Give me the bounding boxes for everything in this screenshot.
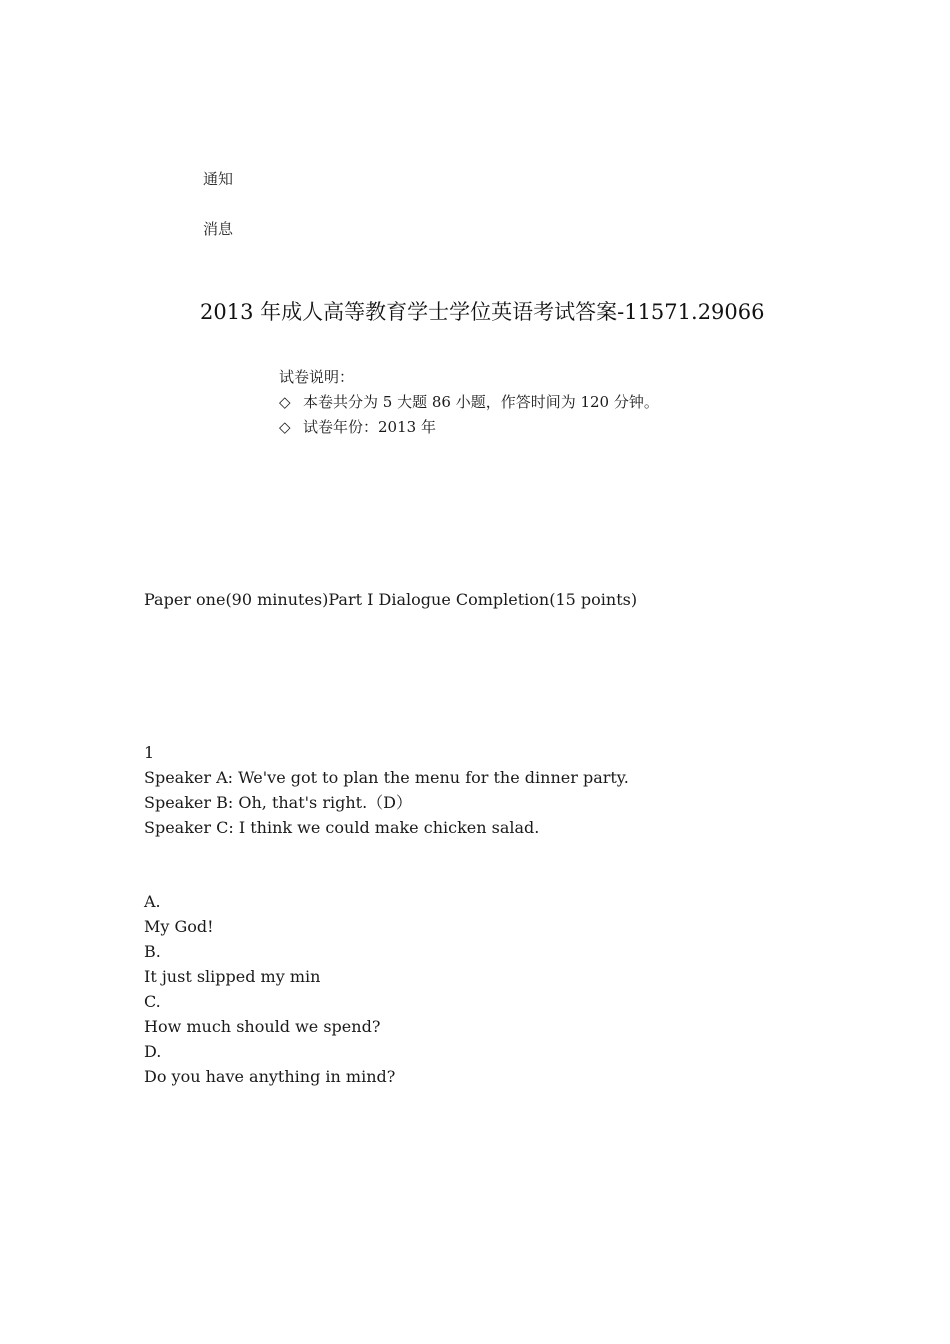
option-letter-a: A. <box>144 892 161 911</box>
dialogue-line: Speaker C: I think we could make chicken salad. <box>144 818 540 837</box>
dialogue-line: Speaker A: We've got to plan the menu for the dinner party. <box>144 768 629 787</box>
diamond-bullet-icon: ◇ <box>279 393 291 411</box>
description-item <box>279 415 659 440</box>
message-link[interactable]: 消息 <box>203 220 234 238</box>
dialogue-line: Speaker B: Oh, that's right.（D） <box>144 793 412 812</box>
description-item-text: 本卷共分为 5 大题 86 小题，作答时间为 120 分钟。 <box>303 393 659 411</box>
option-letter-c: C. <box>144 992 161 1011</box>
option-text-d: Do you have anything in mind? <box>144 1067 396 1086</box>
question-number: 1 <box>144 743 155 762</box>
option-letter-b: B. <box>144 942 161 961</box>
diamond-bullet-icon: ◇ <box>279 418 291 436</box>
exam-description <box>279 365 659 440</box>
option-text-c: How much should we spend? <box>144 1017 381 1036</box>
option-text-b: It just slipped my min <box>144 967 321 986</box>
question-block <box>144 740 629 840</box>
description-item-text: 试卷年份：2013 年 <box>303 418 436 436</box>
page-title: 2013 年成人高等教育学士学位英语考试答案-11571.29066 <box>200 300 765 324</box>
option-text-a: My God! <box>144 917 214 936</box>
description-item <box>279 390 659 415</box>
description-heading: 试卷说明： <box>279 368 355 386</box>
section-heading: Paper one(90 minutes)Part Ⅰ Dialogue Completion(15 points) <box>144 590 638 609</box>
notice-link[interactable]: 通知 <box>203 170 234 188</box>
answer-options <box>144 889 395 1089</box>
option-letter-d: D. <box>144 1042 162 1061</box>
